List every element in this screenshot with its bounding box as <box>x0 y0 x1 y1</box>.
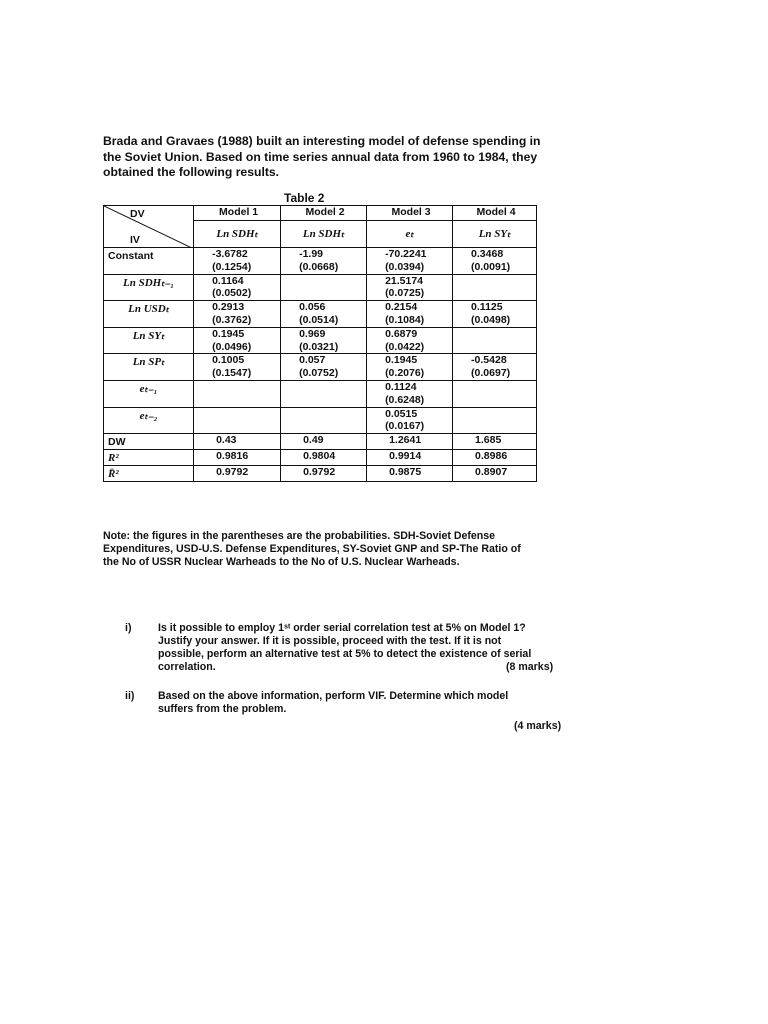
row-label: Ln SDHₜ₋₁ <box>104 274 194 301</box>
coef-cell: -3.6782 (0.1254) <box>194 248 281 275</box>
question-line: possible, perform an alternative test at 5% to detect the existence of serial <box>158 648 532 660</box>
coef-cell: 0.1945 (0.0496) <box>194 327 281 354</box>
stat-label: R² <box>104 450 194 466</box>
question-text <box>158 690 565 716</box>
stat-value: 1.685 <box>453 434 537 450</box>
row-label: Ln USDₜ <box>104 301 194 328</box>
regression-table <box>103 205 537 482</box>
coef-cell: 0.057 (0.0752) <box>281 354 367 381</box>
coef-cell: -0.5428 (0.0697) <box>453 354 537 381</box>
table-title: Table 2 <box>284 191 325 205</box>
model-header: Model 3 <box>367 206 453 221</box>
table-row <box>104 380 537 407</box>
question-line: Is it possible to employ 1ˢᵗ order serial correlation test at 5% on Model 1? <box>158 622 526 634</box>
row-label: Ln SPₜ <box>104 354 194 381</box>
marks-label: (4 marks) <box>514 720 562 732</box>
table-note <box>103 530 543 569</box>
coef-cell: 0.1125 (0.0498) <box>453 301 537 328</box>
coef-cell <box>194 407 281 434</box>
row-label: eₜ₋₁ <box>104 380 194 407</box>
intro-line: the Soviet Union. Based on time series annual data from 1960 to 1984, they <box>103 149 538 164</box>
table-row <box>104 327 537 354</box>
note-line: the No of USSR Nuclear Warheads to the No of U.S. Nuclear Warheads. <box>103 556 460 568</box>
coef-cell <box>281 407 367 434</box>
coef-cell: 0.2154 (0.1084) <box>367 301 453 328</box>
intro-line: obtained the following results. <box>103 165 280 180</box>
stat-value: 0.43 <box>194 434 281 450</box>
model-header: Model 2 <box>281 206 367 221</box>
coef-cell: 0.056 (0.0514) <box>281 301 367 328</box>
stat-value: 1.2641 <box>367 434 453 450</box>
table-row <box>104 354 537 381</box>
note-line: Note: the figures in the parentheses are the probabilities. SDH-Soviet Defense <box>103 530 496 542</box>
stat-label: R̄² <box>104 466 194 482</box>
coef-cell: -1.99 (0.0668) <box>281 248 367 275</box>
coef-cell: 21.5174 (0.0725) <box>367 274 453 301</box>
stat-value: 0.9875 <box>367 466 453 482</box>
dv-iv-corner-cell <box>104 206 194 248</box>
question-line: suffers from the problem. <box>158 703 287 715</box>
coef-cell: 0.1005 (0.1547) <box>194 354 281 381</box>
table-row <box>104 301 537 328</box>
coef-cell <box>453 327 537 354</box>
row-label: eₜ₋₂ <box>104 407 194 434</box>
coef-cell <box>281 380 367 407</box>
coef-cell: 0.1124 (0.6248) <box>367 380 453 407</box>
stat-row-dw <box>104 434 537 450</box>
question-number: ii) <box>125 690 135 702</box>
dependent-variable: Ln SYₜ <box>453 221 537 248</box>
stat-value: 0.9792 <box>194 466 281 482</box>
coef-cell <box>194 380 281 407</box>
question-number: i) <box>125 622 132 634</box>
row-label: Constant <box>104 248 194 275</box>
table-header-row <box>104 206 537 221</box>
table-row <box>104 274 537 301</box>
model-header: Model 4 <box>453 206 537 221</box>
table-row <box>104 248 537 275</box>
note-line: Expenditures, USD-U.S. Defense Expenditures, SY-Soviet GNP and SP-The Ratio of <box>103 543 521 555</box>
stat-row-r2 <box>104 450 537 466</box>
dv-label: DV <box>130 208 145 220</box>
coef-cell <box>453 407 537 434</box>
dependent-variable: eₜ <box>367 221 453 248</box>
dependent-variable: Ln SDHₜ <box>194 221 281 248</box>
stat-value: 0.49 <box>281 434 367 450</box>
question-text <box>158 622 565 674</box>
marks-label: (8 marks) <box>506 661 554 673</box>
iv-label: IV <box>130 234 140 246</box>
stat-value: 0.9792 <box>281 466 367 482</box>
stat-value: 0.9804 <box>281 450 367 466</box>
question-line: Justify your answer. If it is possible, proceed with the test. If it is not <box>158 635 502 647</box>
coef-cell: 0.6879 (0.0422) <box>367 327 453 354</box>
dependent-variable: Ln SDHₜ <box>281 221 367 248</box>
coef-cell: 0.3468 (0.0091) <box>453 248 537 275</box>
stat-value: 0.9816 <box>194 450 281 466</box>
coef-cell: -70.2241 (0.0394) <box>367 248 453 275</box>
stat-row-adj-r2 <box>104 466 537 482</box>
coef-cell: 0.969 (0.0321) <box>281 327 367 354</box>
stat-value: 0.8986 <box>453 450 537 466</box>
coef-cell <box>281 274 367 301</box>
coef-cell <box>453 274 537 301</box>
coef-cell: 0.2913 (0.3762) <box>194 301 281 328</box>
question-line: Based on the above information, perform VIF. Determine which model <box>158 690 509 702</box>
table-row <box>104 407 537 434</box>
row-label: Ln SYₜ <box>104 327 194 354</box>
stat-value: 0.8907 <box>453 466 537 482</box>
coef-cell: 0.1945 (0.2076) <box>367 354 453 381</box>
coef-cell: 0.1164 (0.0502) <box>194 274 281 301</box>
coef-cell <box>453 380 537 407</box>
intro-line: Brada and Gravaes (1988) built an interesting model of defense spending in <box>103 134 541 148</box>
diagonal-divider <box>104 206 192 248</box>
intro-paragraph <box>103 134 571 181</box>
stat-value: 0.9914 <box>367 450 453 466</box>
stat-label: DW <box>104 434 194 450</box>
coef-cell: 0.0515 (0.0167) <box>367 407 453 434</box>
model-header: Model 1 <box>194 206 281 221</box>
question-line: correlation. <box>158 661 216 673</box>
